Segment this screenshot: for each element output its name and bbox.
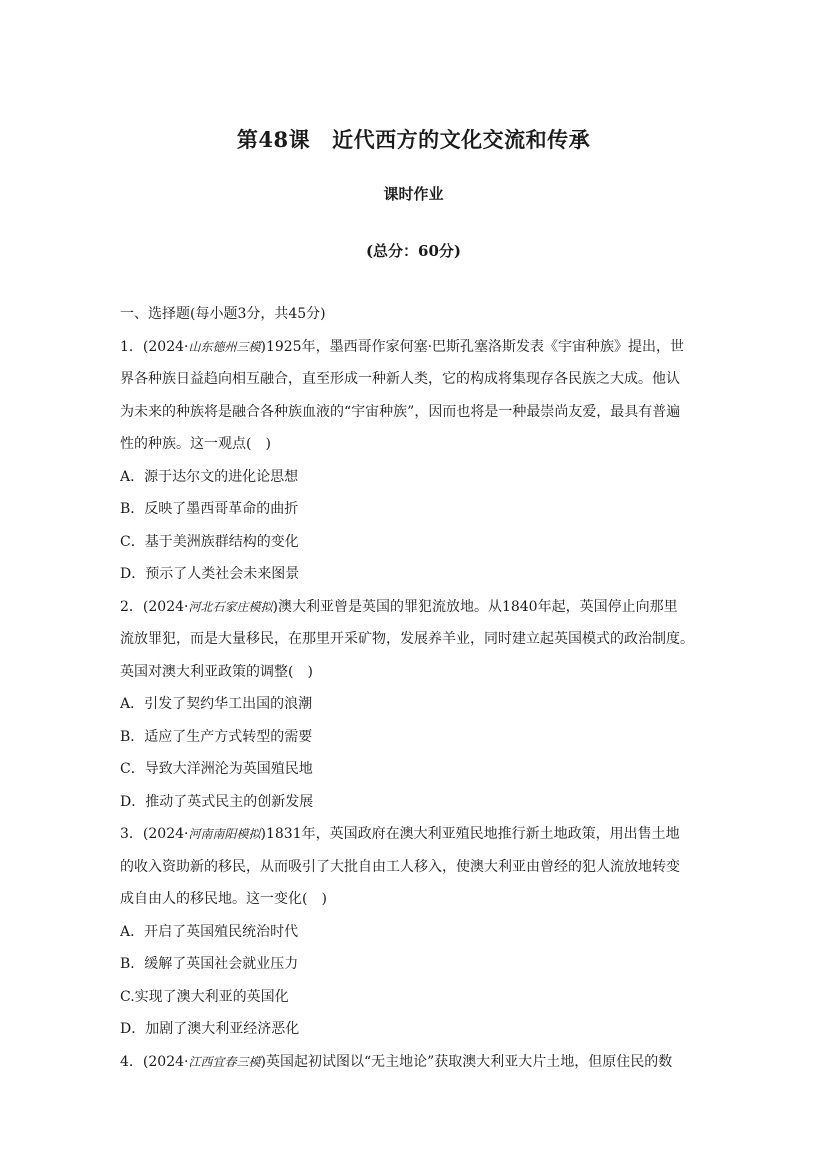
section-heading: 一、选择题(每小题3分，共45分) bbox=[120, 306, 326, 322]
option-c: C.实现了澳大利亚的英国化 bbox=[120, 988, 289, 1005]
question-source-close: ) bbox=[260, 1053, 266, 1070]
question-line: 流放罪犯，而是大量移民，在那里开采矿物，发展养羊业，同时建立起英国模式的政治制度。 bbox=[120, 631, 694, 647]
lesson-number: 第48课 bbox=[236, 127, 311, 152]
question-line: 英国对澳大利亚政策的调整( ) bbox=[120, 663, 313, 680]
question-number: 1． bbox=[120, 338, 143, 355]
question-number: 4． bbox=[120, 1053, 143, 1070]
option-c: C．导致大洋洲沦为英国殖民地 bbox=[120, 761, 313, 777]
option-b: B．反映了墨西哥革命的曲折 bbox=[120, 501, 299, 517]
option-a: A．源于达尔文的进化论思想 bbox=[120, 468, 299, 485]
question-line: 为未来的种族将是融合各种族血液的“宇宙种族”，因而也将是一种最崇尚友爱，最具有普遍 bbox=[120, 403, 681, 420]
option-d: D．加剧了澳大利亚经济恶化 bbox=[120, 1021, 300, 1037]
question-line bbox=[120, 1046, 712, 1079]
option-d: D．预示了人类社会未来图景 bbox=[120, 566, 300, 582]
question bbox=[120, 591, 712, 819]
question-line bbox=[120, 331, 712, 364]
question-year: (2024· bbox=[142, 338, 189, 355]
option-b: B．适应了生产方式转型的需要 bbox=[120, 728, 313, 745]
question-source: 河北石家庄模拟 bbox=[188, 599, 273, 614]
question-body bbox=[120, 298, 712, 1078]
question-source: 山东德州三模 bbox=[188, 339, 261, 354]
question-number: 2． bbox=[120, 598, 143, 615]
question-source-close: ) bbox=[272, 598, 278, 615]
question-source: 河南南阳模拟 bbox=[188, 827, 261, 841]
question-text: 英国起初试图以“无主地论”获取澳大利亚大片土地，但原住民的数 bbox=[265, 1053, 673, 1070]
question-source: 江西宜春三模 bbox=[188, 1054, 261, 1069]
question-line bbox=[120, 591, 712, 624]
page-title bbox=[0, 124, 827, 154]
question-line bbox=[120, 818, 712, 851]
question-year: (2024· bbox=[142, 1053, 189, 1070]
option-a: A．引发了契约华工出国的浪潮 bbox=[120, 696, 313, 712]
option-b: B．缓解了英国社会就业压力 bbox=[120, 956, 299, 972]
question bbox=[120, 1046, 712, 1079]
question bbox=[120, 818, 712, 1046]
question-text: 1831年，英国政府在澳大利亚殖民地推行新土地政策，用出售土地 bbox=[265, 826, 680, 842]
question-source-close: ) bbox=[260, 338, 266, 355]
question-number: 3． bbox=[120, 826, 143, 842]
total-score: (总分：60分) bbox=[365, 242, 462, 260]
question-line: 界各种族日益趋向相互融合，直至形成一种新人类，它的构成将集现存各民族之大成。他认 bbox=[120, 371, 680, 387]
question bbox=[120, 331, 712, 591]
question-year: (2024· bbox=[142, 826, 189, 842]
option-c: C．基于美洲族群结构的变化 bbox=[120, 533, 299, 550]
question-text: 1925年，墨西哥作家何塞·巴斯孔塞洛斯发表《宇宙种族》提出，世 bbox=[265, 338, 685, 355]
question-line: 成自由人的移民地。这一变化( ) bbox=[120, 891, 327, 907]
page-subtitle: 课时作业 bbox=[383, 185, 444, 203]
lesson-title: 近代西方的文化交流和传承 bbox=[332, 127, 591, 152]
question-text: 澳大利亚曾是英国的罪犯流放地。从1840年起，英国停止向那里 bbox=[277, 598, 678, 615]
question-line: 性的种族。这一观点( ) bbox=[120, 436, 271, 452]
option-d: D．推动了英式民主的创新发展 bbox=[120, 793, 314, 810]
question-source-close: ) bbox=[260, 826, 266, 842]
question-year: (2024· bbox=[142, 598, 189, 615]
option-a: A．开启了英国殖民统治时代 bbox=[120, 923, 299, 940]
question-line: 的收入资助新的移民，从而吸引了大批自由工人移入，使澳大利亚由曾经的犯人流放地转变 bbox=[120, 858, 680, 875]
